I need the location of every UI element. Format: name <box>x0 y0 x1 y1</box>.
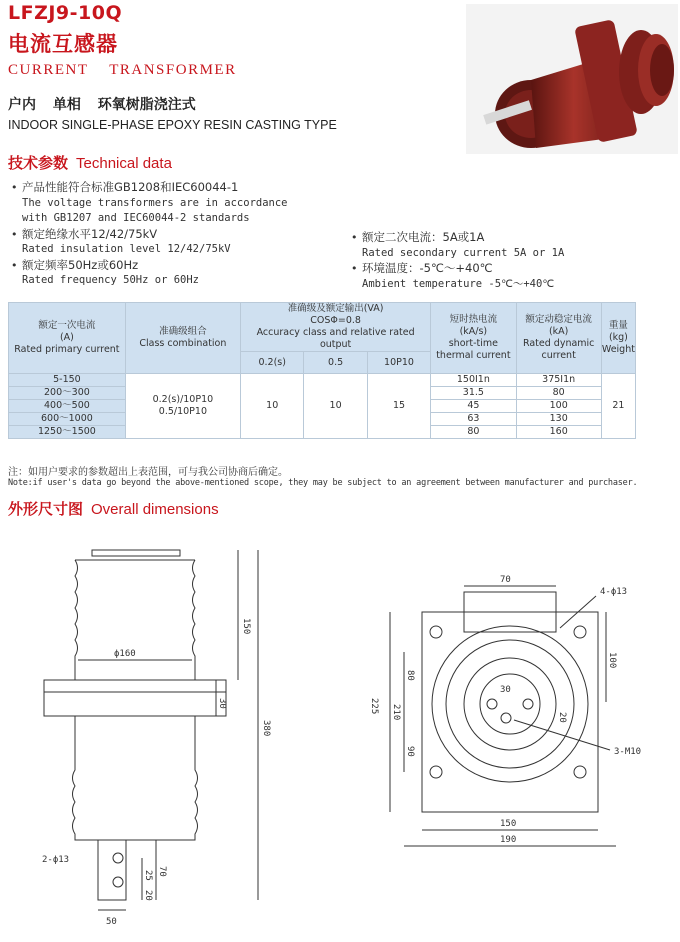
technical-data-table <box>8 302 636 439</box>
dim-front-holes: 4-ϕ13 <box>600 587 628 597</box>
dim-front-20: 20 <box>557 712 567 723</box>
spec-cn: 额定二次电流：5A或1A <box>362 230 485 244</box>
spec-cn: 额定频率50Hz或60Hz <box>22 257 139 272</box>
technical-data-title <box>8 152 172 173</box>
cell-primary: 5-150 <box>9 374 126 387</box>
dim-side-20: 20 <box>143 890 153 901</box>
front-view-drawing <box>360 572 660 872</box>
spec-en: Rated secondary current 5A or 1A <box>362 246 565 259</box>
dim-side-70: 70 <box>157 866 167 877</box>
table-row <box>9 374 636 387</box>
dim-side-hole: 2-ϕ13 <box>42 855 70 865</box>
spec-cn: 额定绝缘水平12/42/75kV <box>22 226 158 241</box>
cell-combination: 0.2(s)/10P10 0.5/10P10 <box>125 374 240 439</box>
note-english: Note:if user's data go beyond the above-mentioned scope, they may be subject to an agreement between manufacturer and purchaser. <box>8 478 638 488</box>
overall-dimensions-title <box>8 498 219 519</box>
spec-right <box>351 230 662 292</box>
header-accuracy-10p10: 10P10 <box>367 352 431 374</box>
overall-dimensions-title-en: Overall dimensions <box>91 501 219 518</box>
dim-front-210: 210 <box>391 704 401 721</box>
dim-front-30: 30 <box>500 685 511 695</box>
cell-thermal: 150I1n <box>431 374 516 387</box>
header-accuracy-05: 0.5 <box>304 352 367 374</box>
spec-en: The voltage transformers are in accordance <box>22 196 288 209</box>
cell-dynamic: 375I1n <box>516 374 601 387</box>
title-chinese: 电流互感器 <box>8 32 118 56</box>
product-photo <box>466 4 678 154</box>
cell-thermal: 31.5 <box>431 387 516 400</box>
spec-cn: 环境温度：-5℃～+40℃ <box>362 261 493 275</box>
dim-front-150: 150 <box>500 819 517 829</box>
cell-primary: 200～300 <box>9 387 126 400</box>
cell-acc-10p10: 15 <box>367 374 431 439</box>
spec-item: • 额定绝缘水平12/42/75kV Rated insulation level 12/42/75kV <box>22 227 342 258</box>
technical-data-title-cn: 技术参数 <box>8 154 69 172</box>
dim-front-80: 80 <box>405 670 415 681</box>
dim-side-50: 50 <box>106 917 117 927</box>
dim-front-70: 70 <box>500 575 511 585</box>
spec-en: Rated insulation level 12/42/75kV <box>22 243 231 255</box>
spec-en: with GB1207 and IEC60044-2 standards <box>22 212 250 224</box>
subtitle-english: INDOOR SINGLE-PHASE EPOXY RESIN CASTING TYPE <box>8 118 337 132</box>
model-number: LFZJ9-10Q <box>8 2 123 24</box>
header-dynamic-current: 额定动稳定电流 (kA) Rated dynamic current <box>516 303 601 374</box>
dim-front-100: 100 <box>607 652 617 669</box>
overall-dimensions-title-cn: 外形尺寸图 <box>8 500 84 518</box>
spec-item: • 额定频率50Hz或60Hz Rated frequency 50Hz or 60Hz <box>22 258 342 289</box>
dim-front-90: 90 <box>405 746 415 757</box>
cell-dynamic: 80 <box>516 387 601 400</box>
title-english: CURRENT TRANSFORMER <box>8 62 237 78</box>
dim-front-thread: 3-M10 <box>614 747 642 757</box>
cell-acc-02s: 10 <box>240 374 303 439</box>
header-accuracy-02s: 0.2(s) <box>240 352 303 374</box>
cell-primary: 1250～1500 <box>9 426 126 439</box>
dim-side-phi160: ϕ160 <box>114 649 136 659</box>
note-chinese: 注：如用户要求的参数超出上表范围，可与我公司协商后确定。 <box>8 467 288 478</box>
cell-acc-05: 10 <box>304 374 367 439</box>
header-accuracy-class: 准确级及额定输出(VA) COSΦ=0.8 Accuracy class and relative rated output <box>240 303 430 352</box>
dim-side-150: 150 <box>241 618 251 635</box>
spec-en: Ambient temperature -5℃～+40℃ <box>362 277 555 290</box>
dim-side-30: 30 <box>217 698 227 709</box>
spec-en: Rated frequency 50Hz or 60Hz <box>22 274 200 286</box>
dim-side-380: 380 <box>261 720 271 737</box>
subtitle-chinese: 户内 单相 环氧树脂浇注式 <box>8 97 196 113</box>
header-thermal-current: 短时热电流 (kA/s) short-time thermal current <box>431 303 516 374</box>
side-view-drawing <box>30 540 280 930</box>
cell-thermal: 80 <box>431 426 516 439</box>
cell-dynamic: 130 <box>516 413 601 426</box>
dim-side-25: 25 <box>143 870 153 881</box>
dim-front-190: 190 <box>500 835 517 845</box>
cell-dynamic: 160 <box>516 426 601 439</box>
spec-item: • 产品性能符合标准GB1208和IEC60044-1 The voltage transformers are in accordance with GB1207 and IEC60044-2 standards <box>22 180 342 227</box>
header-weight: 重量 (kg) Weight <box>601 303 635 374</box>
cell-thermal: 45 <box>431 400 516 413</box>
cell-primary: 400～500 <box>9 400 126 413</box>
cell-primary: 600～1000 <box>9 413 126 426</box>
header-primary-current: 额定一次电流 (A) Rated primary current <box>9 303 126 374</box>
spec-left <box>11 180 342 289</box>
technical-data-title-en: Technical data <box>76 155 172 172</box>
spec-item: • 环境温度：-5℃～+40℃ Ambient temperature -5℃～+40℃ <box>362 261 662 292</box>
cell-dynamic: 100 <box>516 400 601 413</box>
cell-thermal: 63 <box>431 413 516 426</box>
dim-front-225: 225 <box>369 698 379 715</box>
header-class-combination: 准确级组合 Class combination <box>125 303 240 374</box>
spec-cn: 产品性能符合标准GB1208和IEC60044-1 <box>22 180 239 194</box>
cell-weight: 21 <box>601 374 635 439</box>
spec-item: • 额定二次电流：5A或1A Rated secondary current 5A or 1A <box>362 230 662 261</box>
